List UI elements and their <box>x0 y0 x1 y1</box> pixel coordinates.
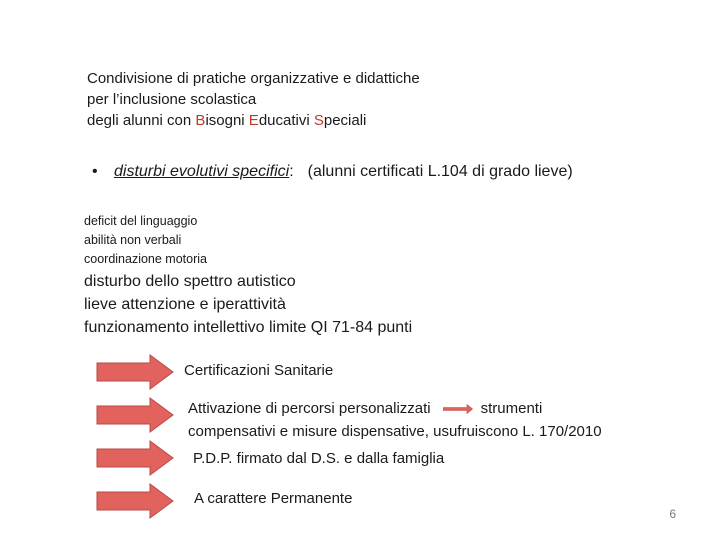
small-list-item: coordinazione motoria <box>84 252 207 266</box>
arrow-text-2 <box>188 397 602 443</box>
page-number: 6 <box>669 507 676 521</box>
bullet-term: disturbi evolutivi specifici <box>114 163 290 180</box>
arrow-text-2-part-2: strumenti <box>480 400 543 417</box>
title-letter-s: S <box>313 112 324 129</box>
arrow-right-icon <box>96 397 174 433</box>
bullet-note: (alunni certificati L.104 di grado lieve) <box>307 163 573 180</box>
title-letter-e: E <box>248 112 259 129</box>
large-list <box>84 270 412 339</box>
title-word-b-rest: isogni <box>205 112 249 129</box>
arrow-text-3: P.D.P. firmato dal D.S. e dalla famiglia <box>193 450 445 467</box>
title-line-2: per l’inclusione scolastica <box>87 91 257 108</box>
arrow-text-2-part-1: Attivazione di percorsi personalizzati <box>188 400 431 417</box>
large-list-item: disturbo dello spettro autistico <box>84 273 296 290</box>
arrow-text-1: Certificazioni Sanitarie <box>184 362 334 379</box>
arrow-right-icon <box>96 354 174 390</box>
small-arrow-icon <box>443 404 473 414</box>
small-list <box>84 212 207 269</box>
title-word-s-rest: peciali <box>323 112 367 129</box>
slide-title <box>87 68 420 131</box>
title-line-3-prefix: degli alunni con <box>87 112 196 129</box>
large-list-item: lieve attenzione e iperattività <box>84 296 286 313</box>
bullet-colon: : <box>289 163 294 180</box>
small-list-item: deficit del linguaggio <box>84 214 198 228</box>
bullet-symbol: • <box>92 163 98 180</box>
title-line-1: Condivisione di pratiche organizzative e didattiche <box>87 70 420 87</box>
large-list-item: funzionamento intellettivo limite QI 71-84 punti <box>84 319 413 336</box>
arrow-right-icon <box>96 440 174 476</box>
arrow-right-icon <box>96 483 174 519</box>
arrow-text-4: A carattere Permanente <box>194 490 353 507</box>
bullet-line <box>92 163 573 181</box>
title-letter-b: B <box>195 112 206 129</box>
small-list-item: abilità non verbali <box>84 233 182 247</box>
title-word-e-rest: ducativi <box>258 112 314 129</box>
title-line-3 <box>87 110 420 131</box>
arrow-text-2-line-1 <box>188 397 602 420</box>
arrow-text-2-line-2: compensativi e misure dispensative, usufruiscono L. 170/2010 <box>188 423 602 440</box>
